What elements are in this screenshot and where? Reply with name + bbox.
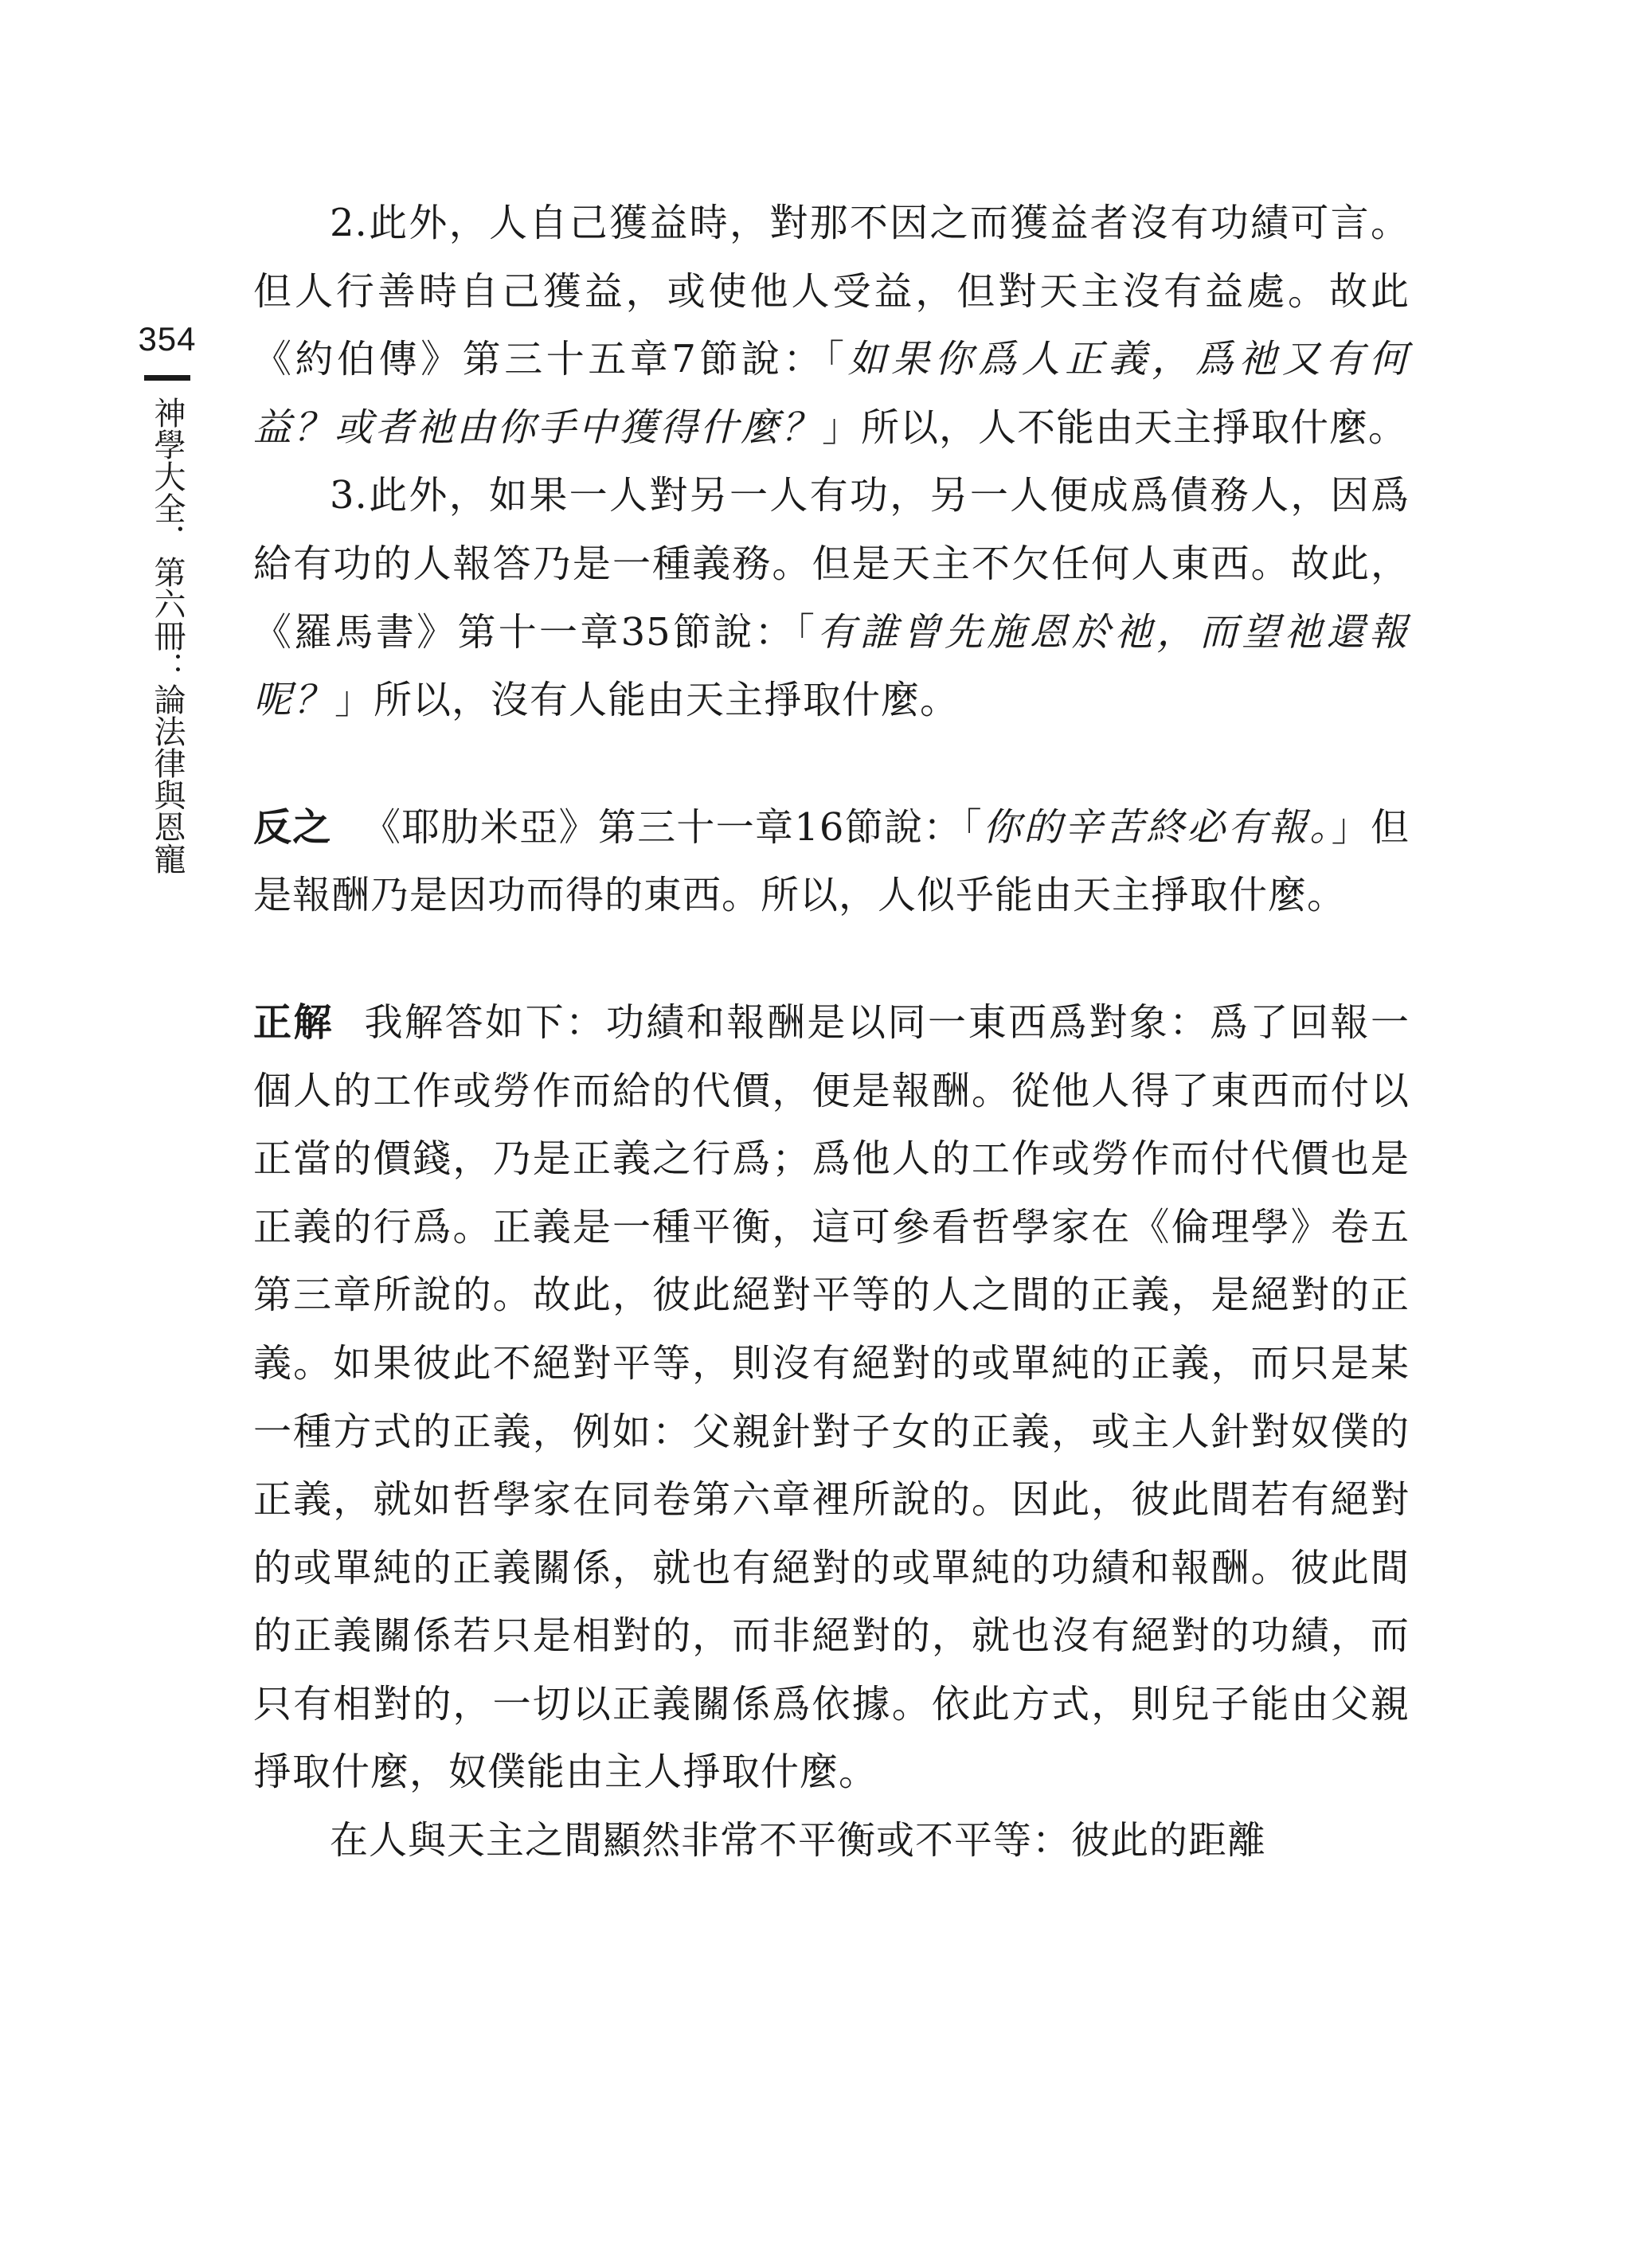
objection-2-quote: 如果你爲人正義，爲祂又有何益？或者祂由你手中獲得什麼？ [253, 337, 1410, 450]
page-number-rule [144, 375, 190, 381]
objection-3-conclusion: 」所以，沒有人能由天主掙取什麼。 [334, 678, 960, 723]
objection-2-text: 2.此外，人自己獲益時，對那不因之而獲益者沒有功績可言。但人行善時自己獲益，或使他人受益，但對天主沒有益處。故此《約伯傳》第三十五章7節說：「 [253, 201, 1410, 382]
sed-contra-label: 反之 [253, 804, 332, 850]
page-margin [127, 320, 207, 874]
running-title: 神學大全．第六冊：論法律與恩寵 [149, 397, 186, 874]
body-text [253, 190, 1410, 1875]
respondeo-label: 正解 [253, 999, 334, 1045]
respondeo-paragraph [253, 989, 1410, 1807]
objection-2-conclusion: 」所以，人不能由天主掙取什麼。 [822, 405, 1408, 450]
continuation-text: 在人與天主之間顯然非常不平衡或不平等：彼此的距離 [330, 1818, 1267, 1863]
objection-3-quote: 有誰曾先施恩於祂，而望祂還報呢？ [253, 609, 1410, 723]
continuation-paragraph [253, 1807, 1410, 1875]
respondeo-text: 我解答如下：功績和報酬是以同一東西爲對象：爲了回報一個人的工作或勞作而給的代價，便是報酬。從他人得了東西而付以正當的價錢，乃是正義之行爲；爲他人的工作或勞作而付代價也是正義的行爲。正義是一種平衡，這可參看哲學家在《倫理學》卷五第三章所說的。故此，彼此絕對平等的人之間的正義，是絕對的正義。如果彼此不絕對平等，則沒有絕對的或單純的正義，而只是某一種方式的正義，例如：父親針對子女的正義，或主人針對奴僕的正義，就如哲學家在同卷第六章裡所說的。因此，彼此間若有絕對的或單純的正義關係，就也有絕對的或單純的功績和報酬。彼此間的正義關係若只是相對的，而非絕對的，就也沒有絕對的功績，而只有相對的，一切以正義關係爲依據。依此方式，則兒子能由父親掙取什麼，奴僕能由主人掙取什麼。 [253, 999, 1410, 1795]
objection-3-paragraph [253, 462, 1410, 734]
sed-contra-conclusion: 」但是報酬乃是因功而得的東西。所以，人似乎能由天主掙取什麼。 [253, 804, 1410, 918]
sed-contra-paragraph [253, 794, 1410, 930]
objection-2-paragraph [253, 190, 1410, 462]
page-number: 354 [138, 320, 197, 358]
sed-contra-quote: 你的辛苦終必有報。 [982, 804, 1332, 850]
sed-contra-text: 《耶肋米亞》第三十一章16節說：「 [362, 804, 983, 850]
objection-3-text: 3.此外，如果一人對另一人有功，另一人便成爲債務人，因爲給有功的人報答乃是一種義務。但是天主不欠任何人東西。故此，《羅馬書》第十一章35節說：「 [253, 473, 1410, 655]
